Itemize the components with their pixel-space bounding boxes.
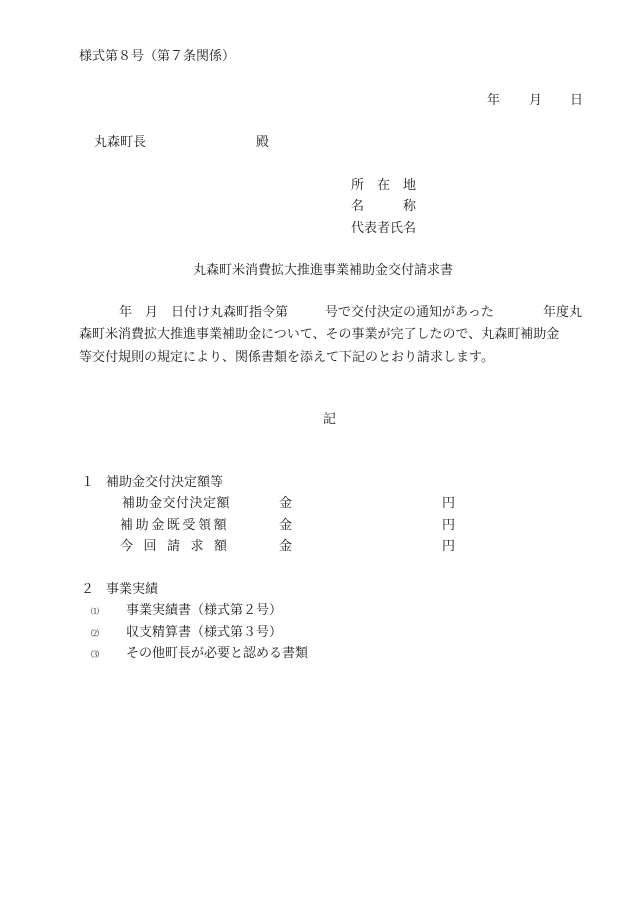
- body-line1-part3: 年度丸: [543, 305, 583, 320]
- address-label: 所 在 地: [351, 178, 417, 193]
- body-line3: 等交付規則の規定により、関係書類を添えて下記のとおり請求します。: [79, 350, 494, 365]
- name-label: 名 称: [351, 199, 417, 214]
- addressee-honorific: 殿: [256, 135, 270, 150]
- received-amount-prefix: 金: [279, 518, 293, 533]
- section1-number: １: [81, 475, 95, 490]
- body-line1-part1: 年 月 日付け丸森町指令第: [119, 305, 289, 320]
- request-amount-unit: 円: [442, 539, 456, 554]
- document-title: 丸森町米消費拡大推進事業補助金交付請求書: [193, 263, 454, 278]
- request-amount-prefix: 金: [279, 539, 293, 554]
- form-number: 様式第８号（第７条関係）: [79, 49, 236, 64]
- section2-heading: 事業実績: [106, 582, 159, 597]
- request-amount-label: 今回請求額: [120, 539, 238, 554]
- body-line1-part2: 号で交付決定の通知があった: [325, 305, 494, 320]
- date-month: 月: [529, 93, 543, 108]
- ki-heading: 記: [323, 412, 337, 427]
- decided-amount-unit: 円: [442, 496, 456, 511]
- item3-marker: ⑶: [91, 650, 99, 659]
- item1-text: 事業実績書（様式第２号）: [126, 603, 283, 618]
- received-amount-unit: 円: [442, 518, 456, 533]
- addressee-name: 丸森町長: [94, 135, 147, 150]
- body-line2: 森町米消費拡大推進事業補助金について、その事業が完了したので、丸森町補助金: [79, 327, 560, 342]
- item2-text: 収支精算書（様式第３号）: [126, 625, 283, 640]
- received-amount-label: 補助金既受領額: [120, 518, 230, 533]
- decided-amount-prefix: 金: [279, 496, 293, 511]
- date-day: 日: [570, 93, 584, 108]
- date-year: 年: [487, 93, 501, 108]
- item3-text: その他町長が必要と認める書類: [126, 646, 309, 661]
- section2-number: ２: [81, 582, 95, 597]
- representative-label: 代表者氏名: [351, 221, 417, 236]
- decided-amount-label: 補助金交付決定額: [122, 496, 231, 511]
- section1-heading: 補助金交付決定額等: [106, 475, 224, 490]
- item1-marker: ⑴: [91, 607, 99, 616]
- item2-marker: ⑵: [91, 629, 99, 638]
